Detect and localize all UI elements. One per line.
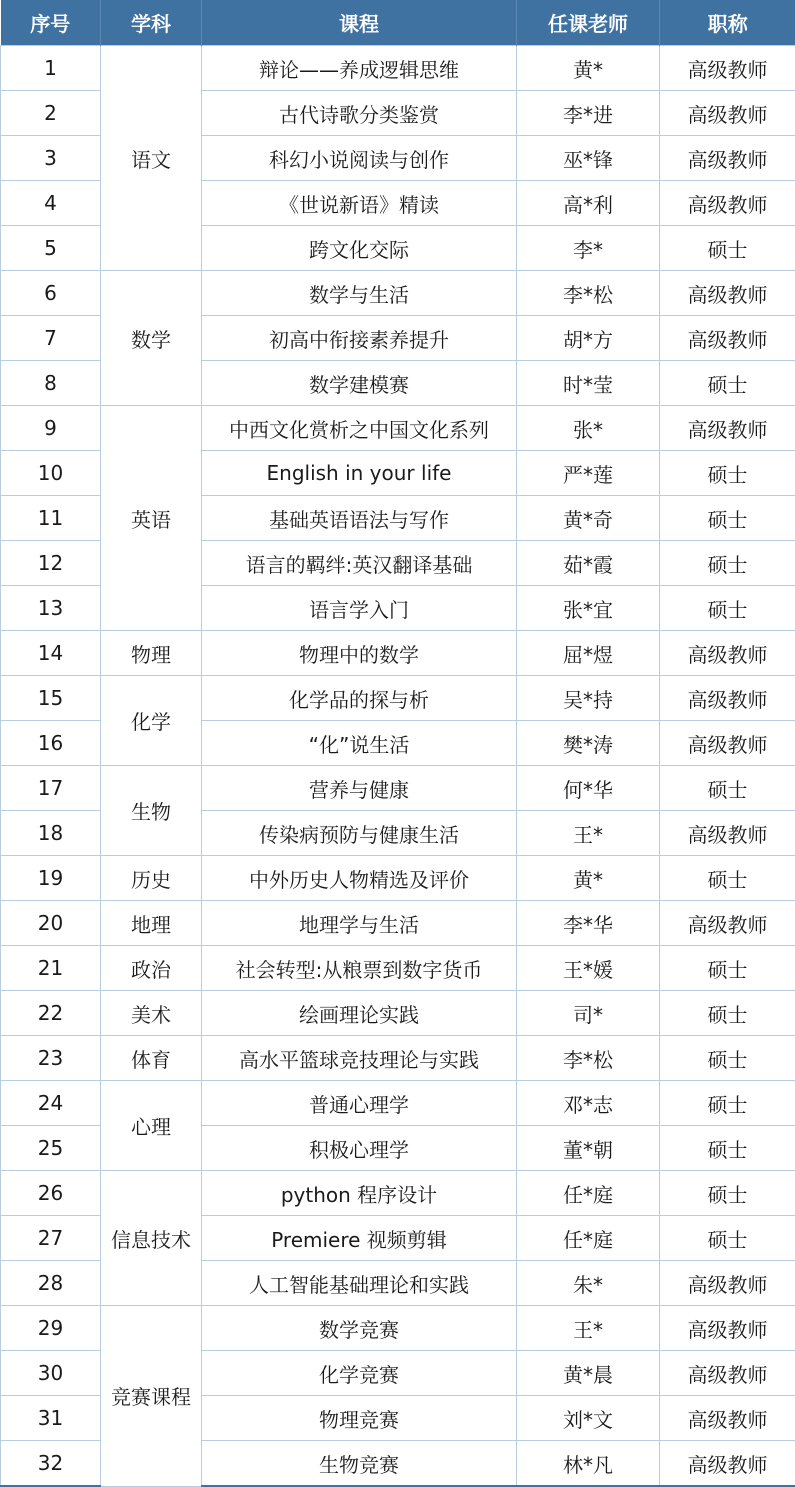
cell-title: 高级教师 [660,676,795,721]
table-row [1,766,795,811]
cell-subject: 地理 [101,901,202,946]
cell-teacher: 任*庭 [517,1216,660,1261]
cell-course: 营养与健康 [202,766,517,811]
cell-subject: 信息技术 [101,1171,202,1306]
cell-index: 24 [1,1081,101,1126]
table-row [1,1036,795,1081]
header-title: 职称 [660,0,795,46]
cell-title: 高级教师 [660,136,795,181]
cell-course: 古代诗歌分类鉴赏 [202,91,517,136]
cell-course: 初高中衔接素养提升 [202,316,517,361]
cell-index: 10 [1,451,101,496]
cell-course: “化”说生活 [202,721,517,766]
cell-index: 5 [1,226,101,271]
cell-title: 硕士 [660,451,795,496]
cell-title: 高级教师 [660,721,795,766]
cell-index: 13 [1,586,101,631]
cell-teacher: 李*松 [517,271,660,316]
cell-course: 生物竞赛 [202,1441,517,1487]
cell-teacher: 巫*锋 [517,136,660,181]
cell-title: 高级教师 [660,1261,795,1306]
cell-course: 跨文化交际 [202,226,517,271]
table-row [1,271,795,316]
cell-title: 硕士 [660,1081,795,1126]
cell-course: English in your life [202,451,517,496]
cell-course: 数学竞赛 [202,1306,517,1351]
cell-course: 化学竞赛 [202,1351,517,1396]
cell-course: 高水平篮球竞技理论与实践 [202,1036,517,1081]
cell-course: 科幻小说阅读与创作 [202,136,517,181]
cell-teacher: 王* [517,1306,660,1351]
cell-index: 6 [1,271,101,316]
cell-index: 22 [1,991,101,1036]
cell-title: 硕士 [660,496,795,541]
cell-title: 高级教师 [660,1351,795,1396]
cell-course: 物理竞赛 [202,1396,517,1441]
cell-index: 16 [1,721,101,766]
header-index: 序号 [1,0,101,46]
cell-course: 语言学入门 [202,586,517,631]
cell-course: 辩论——养成逻辑思维 [202,46,517,91]
cell-index: 15 [1,676,101,721]
cell-course: 语言的羁绊:英汉翻译基础 [202,541,517,586]
cell-title: 高级教师 [660,46,795,91]
cell-subject: 英语 [101,406,202,631]
cell-subject: 数学 [101,271,202,406]
cell-teacher: 樊*涛 [517,721,660,766]
cell-title: 硕士 [660,586,795,631]
cell-teacher: 黄* [517,856,660,901]
table-header [1,0,795,46]
cell-subject: 物理 [101,631,202,676]
cell-teacher: 何*华 [517,766,660,811]
cell-teacher: 黄*奇 [517,496,660,541]
cell-course: 传染病预防与健康生活 [202,811,517,856]
cell-course: 社会转型:从粮票到数字货币 [202,946,517,991]
cell-title: 高级教师 [660,271,795,316]
cell-title: 高级教师 [660,631,795,676]
cell-teacher: 屈*煜 [517,631,660,676]
cell-subject: 竞赛课程 [101,1306,202,1487]
table-row [1,991,795,1036]
cell-title: 硕士 [660,991,795,1036]
cell-title: 硕士 [660,766,795,811]
table-row [1,631,795,676]
cell-index: 2 [1,91,101,136]
cell-course: 中外历史人物精选及评价 [202,856,517,901]
cell-course: python 程序设计 [202,1171,517,1216]
cell-index: 27 [1,1216,101,1261]
cell-index: 30 [1,1351,101,1396]
cell-index: 17 [1,766,101,811]
cell-title: 硕士 [660,1036,795,1081]
cell-course: 物理中的数学 [202,631,517,676]
cell-title: 硕士 [660,946,795,991]
cell-title: 硕士 [660,226,795,271]
cell-index: 20 [1,901,101,946]
table-row [1,901,795,946]
cell-teacher: 李*华 [517,901,660,946]
cell-course: Premiere 视频剪辑 [202,1216,517,1261]
cell-teacher: 林*凡 [517,1441,660,1487]
cell-title: 硕士 [660,1216,795,1261]
cell-course: 化学品的探与析 [202,676,517,721]
cell-teacher: 邓*志 [517,1081,660,1126]
cell-index: 7 [1,316,101,361]
cell-subject: 历史 [101,856,202,901]
cell-title: 硕士 [660,1171,795,1216]
cell-course: 数学建模赛 [202,361,517,406]
cell-title: 高级教师 [660,91,795,136]
cell-index: 18 [1,811,101,856]
cell-subject: 化学 [101,676,202,766]
cell-teacher: 胡*方 [517,316,660,361]
cell-course: 地理学与生活 [202,901,517,946]
cell-title: 高级教师 [660,1396,795,1441]
cell-title: 高级教师 [660,901,795,946]
cell-teacher: 李*进 [517,91,660,136]
cell-index: 12 [1,541,101,586]
header-row [1,0,795,46]
cell-subject: 体育 [101,1036,202,1081]
cell-title: 高级教师 [660,406,795,451]
cell-course: 数学与生活 [202,271,517,316]
cell-subject: 政治 [101,946,202,991]
cell-teacher: 朱* [517,1261,660,1306]
cell-index: 8 [1,361,101,406]
cell-index: 9 [1,406,101,451]
cell-index: 14 [1,631,101,676]
cell-teacher: 黄* [517,46,660,91]
cell-course: 基础英语语法与写作 [202,496,517,541]
cell-index: 25 [1,1126,101,1171]
cell-index: 11 [1,496,101,541]
header-course: 课程 [202,0,517,46]
cell-course: 普通心理学 [202,1081,517,1126]
cell-teacher: 李*松 [517,1036,660,1081]
cell-teacher: 茹*霞 [517,541,660,586]
header-subject: 学科 [101,0,202,46]
cell-subject: 生物 [101,766,202,856]
cell-index: 31 [1,1396,101,1441]
table-row [1,1081,795,1126]
table-body [1,46,795,1487]
cell-teacher: 吴*持 [517,676,660,721]
cell-title: 高级教师 [660,1306,795,1351]
cell-teacher: 张* [517,406,660,451]
header-teacher: 任课老师 [517,0,660,46]
cell-teacher: 高*利 [517,181,660,226]
cell-title: 高级教师 [660,181,795,226]
cell-index: 23 [1,1036,101,1081]
cell-teacher: 董*朝 [517,1126,660,1171]
table-row [1,676,795,721]
cell-index: 1 [1,46,101,91]
cell-course: 绘画理论实践 [202,991,517,1036]
cell-index: 19 [1,856,101,901]
cell-teacher: 张*宜 [517,586,660,631]
cell-title: 硕士 [660,541,795,586]
table-row [1,856,795,901]
table-row [1,46,795,91]
cell-title: 高级教师 [660,811,795,856]
cell-subject: 语文 [101,46,202,271]
cell-title: 硕士 [660,856,795,901]
cell-teacher: 司* [517,991,660,1036]
cell-course: 积极心理学 [202,1126,517,1171]
cell-index: 32 [1,1441,101,1487]
cell-teacher: 任*庭 [517,1171,660,1216]
cell-title: 高级教师 [660,1441,795,1487]
cell-teacher: 时*莹 [517,361,660,406]
table-row [1,1306,795,1351]
table-row [1,1171,795,1216]
cell-teacher: 李* [517,226,660,271]
cell-teacher: 黄*晨 [517,1351,660,1396]
cell-teacher: 严*莲 [517,451,660,496]
cell-subject: 心理 [101,1081,202,1171]
cell-index: 3 [1,136,101,181]
cell-index: 26 [1,1171,101,1216]
cell-title: 高级教师 [660,316,795,361]
table-row [1,946,795,991]
cell-index: 28 [1,1261,101,1306]
cell-teacher: 王* [517,811,660,856]
cell-course: 人工智能基础理论和实践 [202,1261,517,1306]
cell-index: 4 [1,181,101,226]
cell-index: 29 [1,1306,101,1351]
cell-teacher: 刘*文 [517,1396,660,1441]
cell-course: 中西文化赏析之中国文化系列 [202,406,517,451]
table-row [1,406,795,451]
cell-title: 硕士 [660,1126,795,1171]
cell-index: 21 [1,946,101,991]
cell-subject: 美术 [101,991,202,1036]
cell-teacher: 王*媛 [517,946,660,991]
cell-title: 硕士 [660,361,795,406]
cell-course: 《世说新语》精读 [202,181,517,226]
